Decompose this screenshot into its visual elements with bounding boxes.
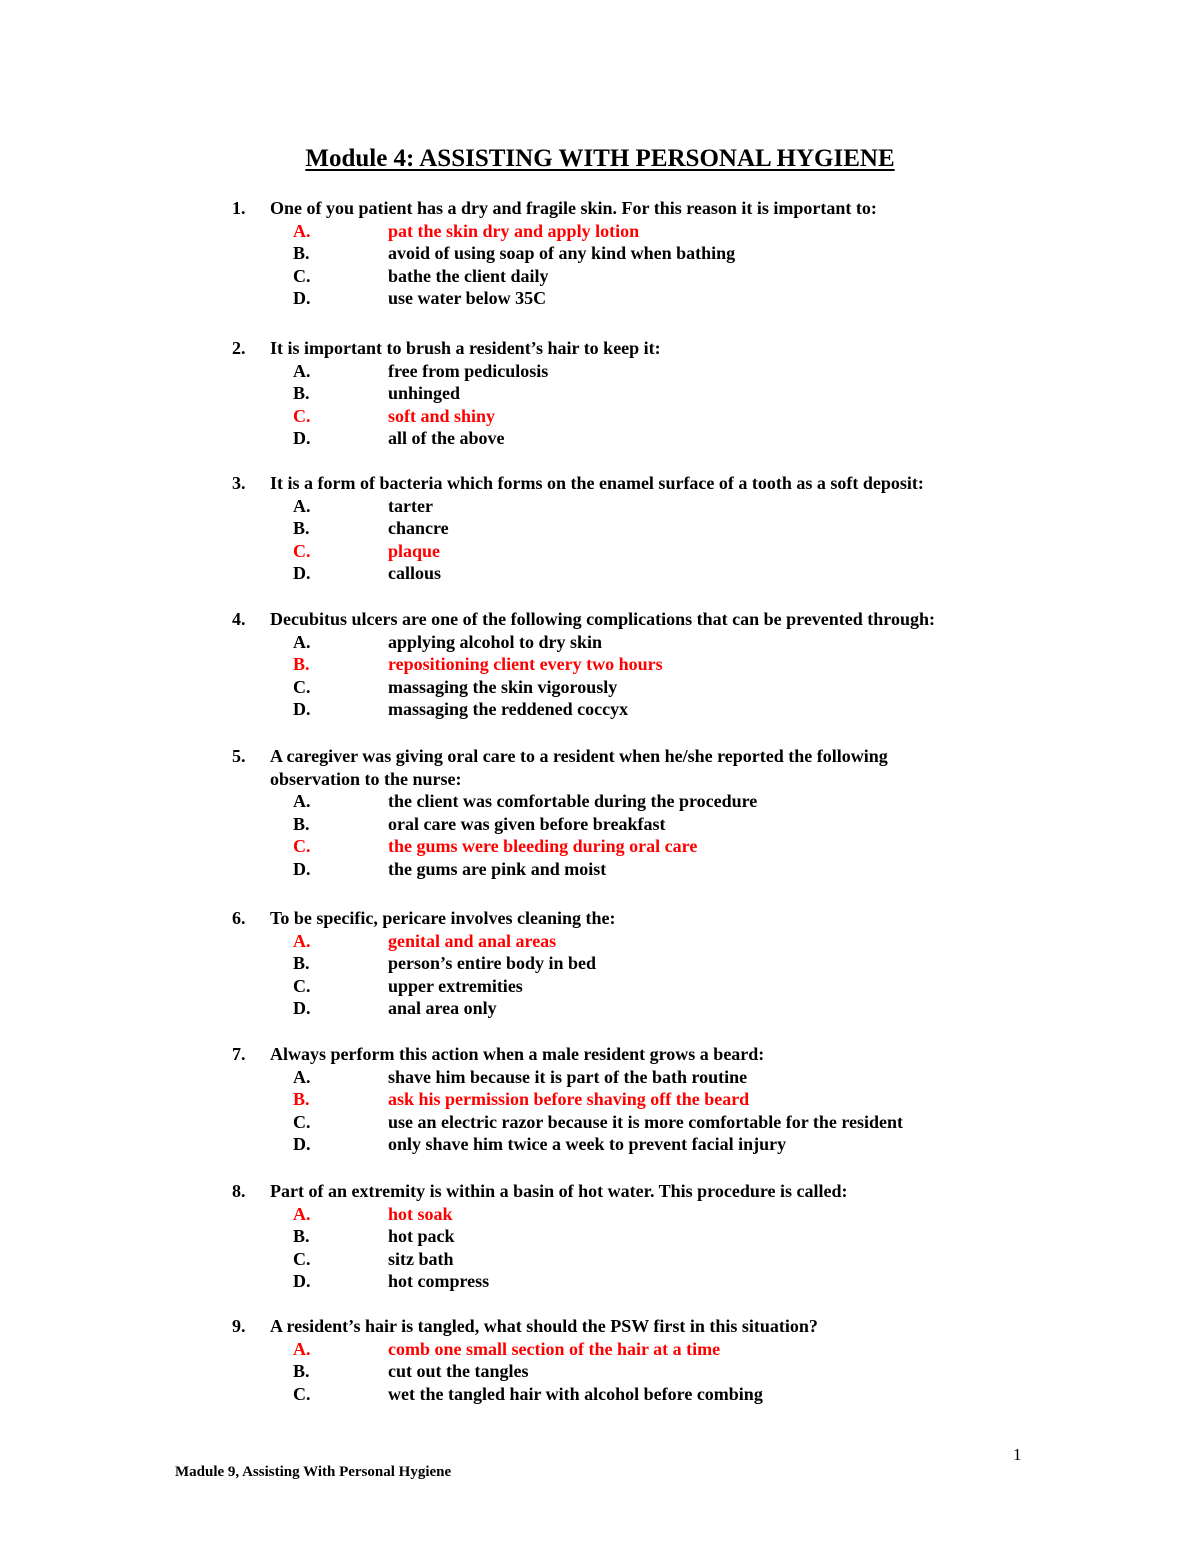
option-letter: C.	[293, 676, 311, 697]
correct-answer-text: ask his permission before shaving off the beard	[388, 1089, 750, 1110]
page-title: Module 4: ASSISTING WITH PERSONAL HYGIENE	[305, 145, 895, 172]
option-letter: A.	[293, 360, 311, 381]
option-letter: A.	[293, 791, 311, 812]
option-letter: D.	[293, 1271, 311, 1292]
option-text: massaging the skin vigorously	[388, 676, 618, 697]
correct-answer-text: plaque	[388, 540, 441, 561]
option-letter: C.	[293, 1383, 311, 1404]
option-letter: A.	[293, 1066, 311, 1087]
option-text: applying alcohol to dry skin	[388, 631, 603, 652]
question-number: 3.	[232, 473, 246, 493]
option-letter: B.	[293, 953, 310, 974]
option-letter: B.	[293, 1226, 310, 1247]
option-text: hot pack	[388, 1226, 455, 1247]
question-text: To be specific, pericare involves cleaning the:	[270, 908, 616, 928]
correct-answer-text: hot soak	[388, 1203, 453, 1224]
option-text: upper extremities	[388, 975, 523, 996]
option-letter: B.	[293, 1089, 310, 1110]
correct-answer-text: repositioning client every two hours	[388, 654, 663, 675]
option-text: all of the above	[388, 428, 505, 449]
option-text: free from pediculosis	[388, 360, 549, 381]
question-number: 2.	[232, 338, 246, 358]
question-number: 4.	[232, 609, 246, 629]
question-text: Always perform this action when a male resident grows a beard:	[270, 1044, 765, 1064]
option-text: hot compress	[388, 1271, 490, 1292]
question-number: 7.	[232, 1044, 246, 1064]
option-letter: D.	[293, 998, 311, 1019]
option-letter: D.	[293, 428, 311, 449]
option-letter: B.	[293, 518, 310, 539]
option-text: massaging the reddened coccyx	[388, 699, 629, 720]
option-letter: B.	[293, 813, 310, 834]
option-text: sitz bath	[388, 1248, 454, 1269]
correct-answer-text: comb one small section of the hair at a time	[388, 1338, 721, 1359]
option-text: the client was comfortable during the procedure	[388, 791, 758, 812]
option-text: the gums are pink and moist	[388, 859, 607, 879]
option-text: unhinged	[388, 383, 461, 404]
option-text: tarter	[388, 495, 433, 516]
question-text: It is important to brush a resident’s hair to keep it:	[270, 338, 661, 358]
option-text: oral care was given before breakfast	[388, 813, 666, 834]
option-letter: D.	[293, 859, 311, 879]
option-letter: A.	[293, 930, 311, 951]
option-letter: C.	[293, 540, 311, 561]
option-letter: A.	[293, 631, 311, 652]
correct-answer-text: pat the skin dry and apply lotion	[388, 220, 640, 241]
page-number: 1	[1013, 1445, 1022, 1464]
correct-answer-text: the gums were bleeding during oral care	[388, 836, 698, 857]
option-letter: C.	[293, 1111, 311, 1132]
page-footer: Madule 9, Assisting With Personal Hygiene	[175, 1464, 452, 1480]
question-text: A resident’s hair is tangled, what should the PSW first in this situation?	[270, 1316, 818, 1336]
correct-answer-text: genital and anal areas	[388, 930, 557, 951]
option-letter: D.	[293, 563, 311, 584]
question-number: 1.	[232, 198, 246, 218]
question-text: Decubitus ulcers are one of the following complications that can be prevented through:	[270, 609, 935, 629]
option-text: chancre	[388, 518, 449, 539]
option-letter: C.	[293, 1248, 311, 1269]
option-letter: D.	[293, 699, 311, 720]
question-text: Part of an extremity is within a basin of hot water. This procedure is called:	[270, 1181, 848, 1201]
option-letter: A.	[293, 495, 311, 516]
option-letter: B.	[293, 383, 310, 404]
question-number: 6.	[232, 908, 246, 928]
option-letter: B.	[293, 654, 310, 675]
option-text: only shave him twice a week to prevent facial injury	[388, 1134, 787, 1155]
option-letter: B.	[293, 1361, 310, 1382]
option-letter: A.	[293, 1203, 311, 1224]
question-number: 5.	[232, 746, 246, 766]
question-number: 8.	[232, 1181, 246, 1201]
option-letter: A.	[293, 1338, 311, 1359]
option-text: cut out the tangles	[388, 1361, 529, 1382]
question-number: 9.	[232, 1316, 246, 1336]
option-letter: C.	[293, 836, 311, 857]
option-text: shave him because it is part of the bath routine	[388, 1066, 748, 1087]
option-text: anal area only	[388, 998, 497, 1019]
question-text: observation to the nurse:	[270, 768, 462, 789]
option-text: wet the tangled hair with alcohol before combing	[388, 1383, 763, 1404]
option-letter: B.	[293, 243, 310, 264]
option-text: person’s entire body in bed	[388, 953, 597, 974]
option-text: avoid of using soap of any kind when bathing	[388, 243, 736, 264]
option-text: use an electric razor because it is more comfortable for the resident	[388, 1111, 904, 1132]
option-letter: C.	[293, 405, 311, 426]
question-text: A caregiver was giving oral care to a resident when he/she reported the following	[270, 746, 888, 766]
option-text: callous	[388, 563, 442, 584]
correct-answer-text: soft and shiny	[388, 405, 496, 426]
option-letter: D.	[293, 1134, 311, 1155]
option-letter: D.	[293, 288, 311, 309]
option-text: use water below 35C	[388, 288, 547, 309]
option-letter: C.	[293, 265, 311, 286]
question-text: One of you patient has a dry and fragile skin. For this reason it is important to:	[270, 198, 877, 218]
option-letter: C.	[293, 975, 311, 996]
option-text: bathe the client daily	[388, 265, 549, 286]
option-letter: A.	[293, 220, 311, 241]
question-text: It is a form of bacteria which forms on the enamel surface of a tooth as a soft deposit:	[270, 473, 924, 493]
